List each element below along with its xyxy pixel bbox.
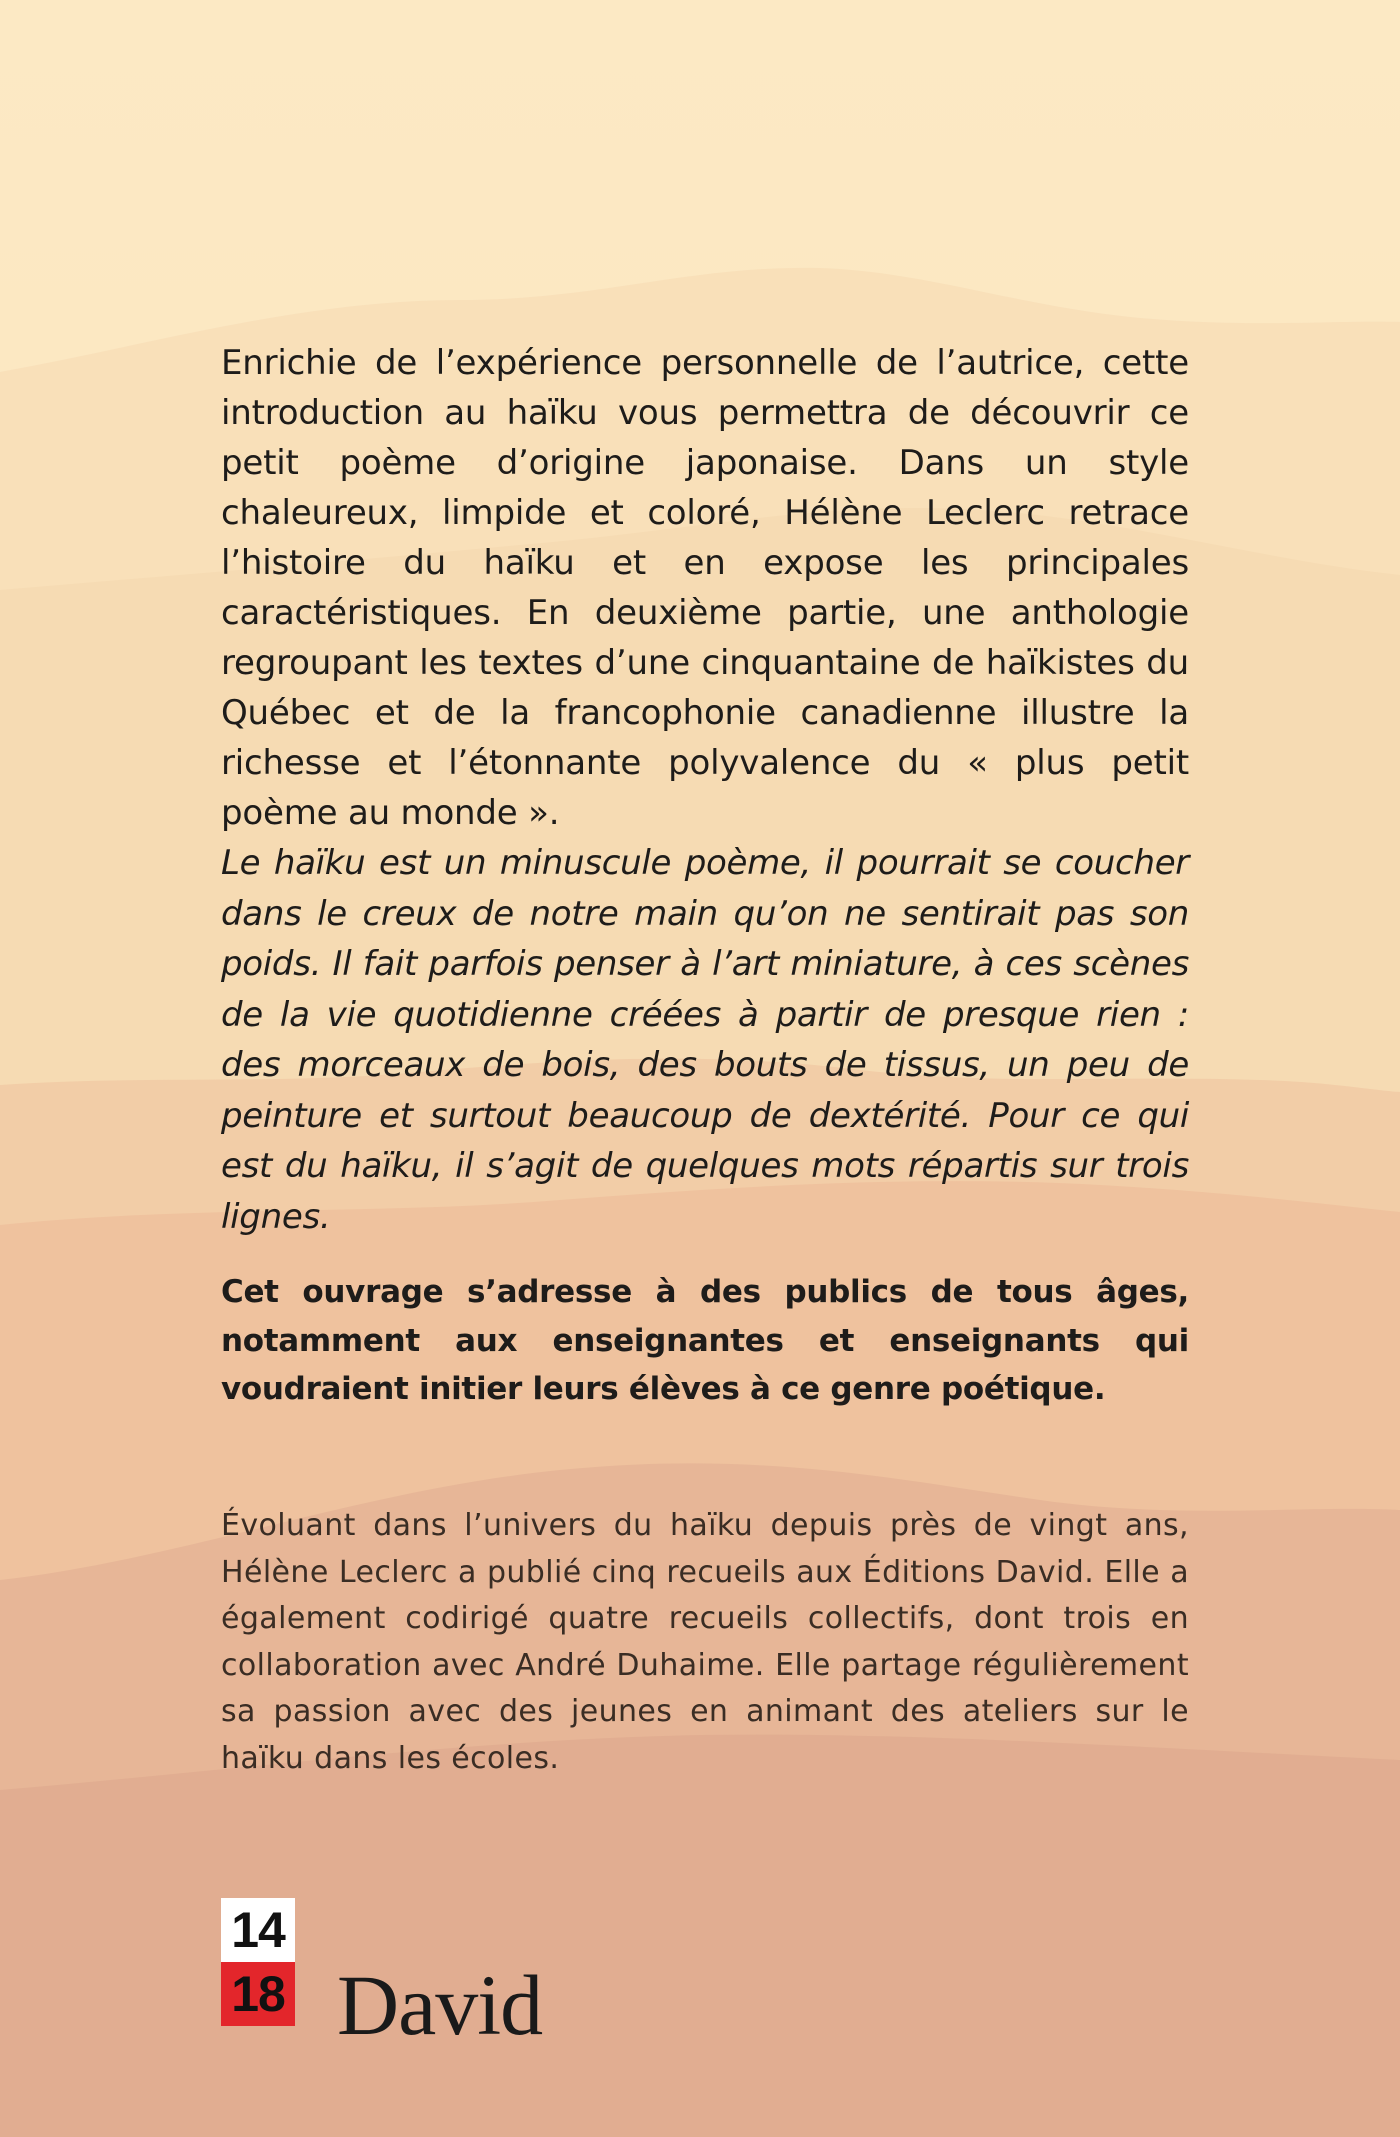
publisher-name: David (337, 1957, 543, 2053)
quote-paragraph: Le haïku est un minuscule poème, il pourrait se coucher dans le creux de notre main qu’on ne sentirait pas son poids. Il fait parfois penser à l’art miniature, à ces scènes de la vie quotidienne créées à partir de presque rien : des morceaux de bois, des bouts de tissus, un peu de peinture et surtout beaucoup de dextérité. Pour ce qui est du haïku, il s’agit de quelques mots répartis sur trois lignes. (221, 843, 1189, 1237)
audience-paragraph: Cet ouvrage s’adresse à des publics de tous âges, notamment aux enseignantes et enseignants qui voudraient initier leurs élèves à ce genre poétique. (221, 1274, 1189, 1407)
description-paragraph: Enrichie de l’expérience personnelle de l’autrice, cette introduction au haïku vous permettra de découvrir ce petit poème d’origine japonaise. Dans un style chaleureux, limpide et coloré, Hélène Leclerc retrace l’histoire du haïku et en expose les principales caractéristiques. En deuxième partie, une anthologie regroupant les textes d’une cinquantaine de haïkistes du Québec et de la francophonie canadienne illustre la richesse et l’étonnante polyvalence du « plus petit poème au monde ». (221, 343, 1189, 833)
age-range-top: 14 (221, 1898, 295, 1962)
author-bio-paragraph: Évoluant dans l’univers du haïku depuis près de vingt ans, Hélène Leclerc a publié cinq recueils aux Éditions David. Elle a également codirigé quatre recueils collectifs, dont trois en collaboration avec André Duhaime. Elle partage régulièrement sa passion avec des jeunes en animant des ateliers sur le haïku dans les écoles. (221, 1508, 1189, 1776)
publisher-logo (221, 1898, 543, 2053)
age-range-bottom: 18 (221, 1962, 295, 2026)
back-cover-text (221, 338, 1189, 1776)
